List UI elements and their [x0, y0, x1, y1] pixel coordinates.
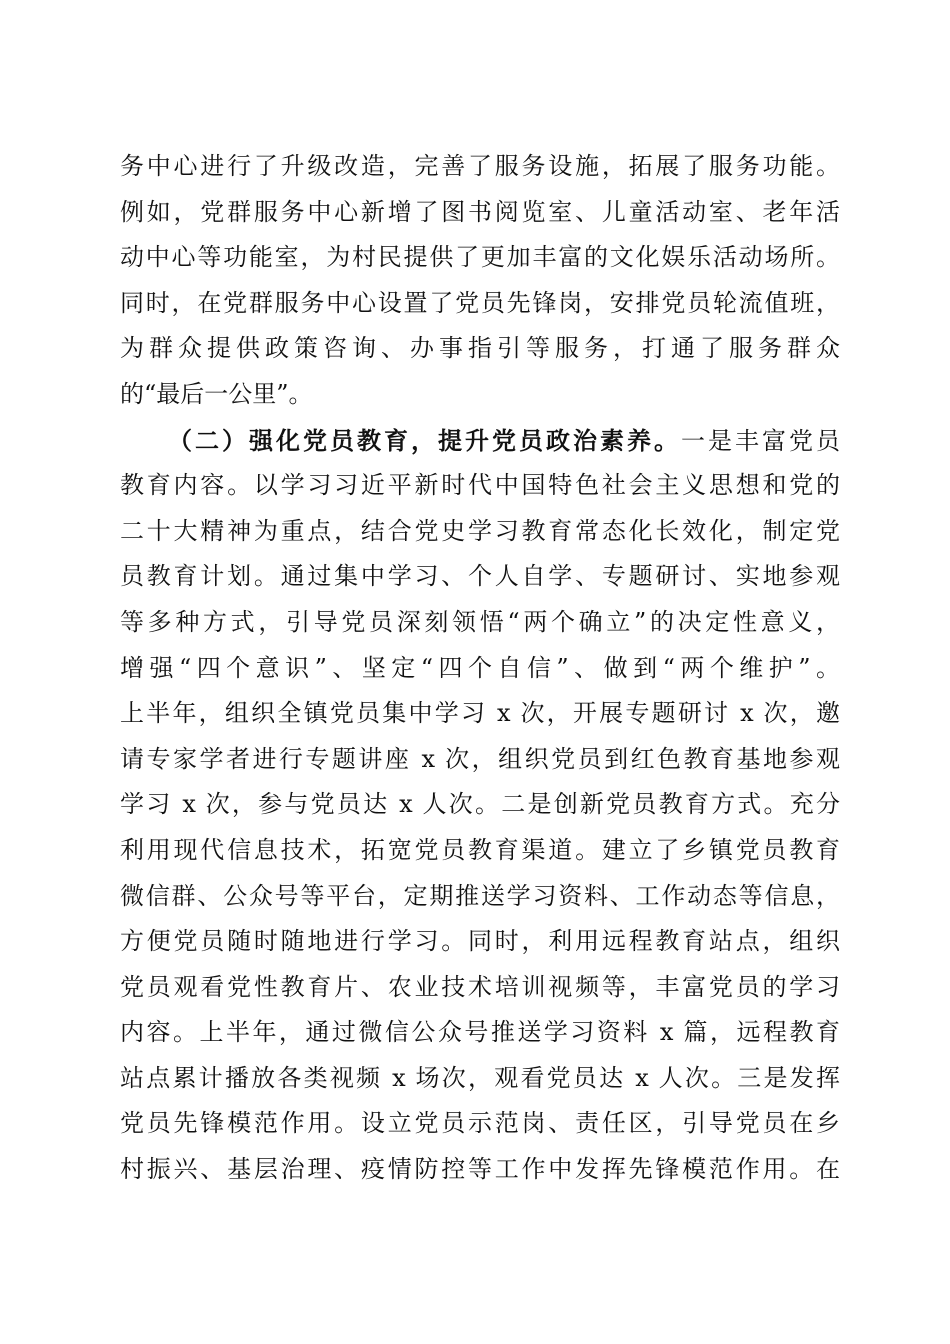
- text-line: 员教育计划。通过集中学习、个人自学、专题研讨、实地参观: [120, 562, 840, 591]
- text-line: 利用现代信息技术，拓宽党员教育渠道。建立了乡镇党员教育: [120, 835, 840, 864]
- text-line: 上半年，组织全镇党员集中学习 x 次，开展专题研讨 x 次，邀: [120, 699, 840, 728]
- text-line: 站点累计播放各类视频 x 场次，观看党员达 x 人次。三是发挥: [120, 1063, 840, 1092]
- text-line: 为群众提供政策咨询、办事指引等服务，打通了服务群众: [120, 334, 840, 363]
- document-body: [120, 144, 840, 1193]
- text-line: 增强“四个意识”、坚定“四个自信”、做到“两个维护”。: [120, 653, 840, 682]
- text-run: 一是丰富党员: [681, 426, 840, 455]
- text-line: 方便党员随时随地进行学习。同时，利用远程教育站点，组织: [120, 927, 840, 956]
- text-line: 同时，在党群服务中心设置了党员先锋岗，安排党员轮流值班，: [120, 288, 840, 317]
- paragraph-party-education: [120, 418, 840, 1193]
- text-line: 的“最后一公里”。: [120, 379, 313, 408]
- text-line: 教育内容。以学习习近平新时代中国特色社会主义思想和党的: [120, 471, 840, 500]
- text-line: 内容。上半年，通过微信公众号推送学习资料 x 篇，远程教育: [120, 1018, 840, 1047]
- text-line: 例如，党群服务中心新增了图书阅览室、儿童活动室、老年活: [120, 197, 840, 226]
- section-heading: （二）强化党员教育，提升党员政治素养。: [168, 425, 681, 455]
- text-line: 动中心等功能室，为村民提供了更加丰富的文化娱乐活动场所。: [120, 243, 840, 272]
- paragraph-service-center: [120, 144, 840, 418]
- text-line: 党员观看党性教育片、农业技术培训视频等，丰富党员的学习: [120, 972, 840, 1001]
- paragraph-first-line: [120, 418, 840, 464]
- text-line: 学习 x 次，参与党员达 x 人次。二是创新党员教育方式。充分: [120, 790, 840, 819]
- text-line: 二十大精神为重点，结合党史学习教育常态化长效化，制定党: [120, 516, 840, 545]
- text-line: 请专家学者进行专题讲座 x 次，组织党员到红色教育基地参观: [120, 744, 840, 773]
- text-line: 微信群、公众号等平台，定期推送学习资料、工作动态等信息，: [120, 881, 840, 910]
- text-line: 村振兴、基层治理、疫情防控等工作中发挥先锋模范作用。在: [120, 1155, 840, 1184]
- text-line: 等多种方式，引导党员深刻领悟“两个确立”的决定性意义，: [120, 607, 840, 636]
- text-line: 务中心进行了升级改造，完善了服务设施，拓展了服务功能。: [120, 152, 840, 180]
- text-line: 党员先锋模范作用。设立党员示范岗、责任区，引导党员在乡: [120, 1109, 840, 1138]
